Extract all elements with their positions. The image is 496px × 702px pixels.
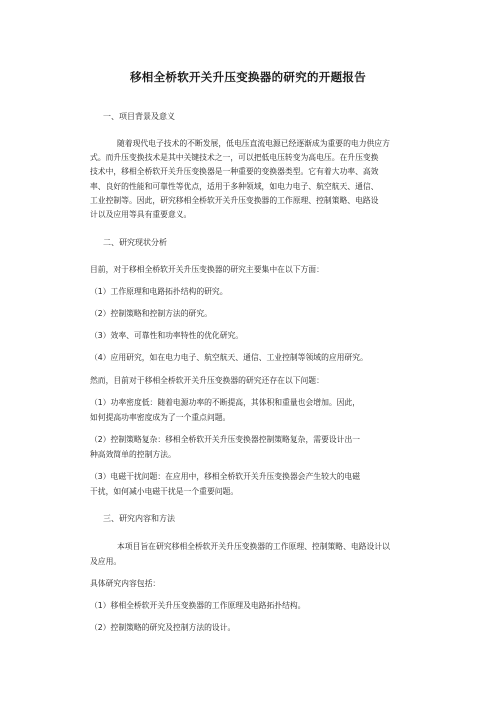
document-title: 移相全桥软开关升压变换器的研究的开题报告 xyxy=(130,70,366,84)
section-2-problem-3-line: （3）电磁干扰问题：在应用中，移相全桥软开关升压变换器会产生较大的电磁 xyxy=(90,472,361,481)
section-1-heading: 一、项目背景及意义 xyxy=(103,112,175,121)
section-3-item: （2）控制策略的研究及控制方法的设计。 xyxy=(90,623,236,632)
section-2-problem-1-line: （1）功率密度低：随着电源功率的不断提高，其体积和重量也会增加。因此， xyxy=(90,398,361,407)
section-2-item: （1）工作原理和电路拓扑结构的研究。 xyxy=(90,287,228,296)
section-3-heading: 三、研究内容和方法 xyxy=(103,514,175,523)
section-1-para-line: 计以及应用等具有重要意义。 xyxy=(90,210,192,219)
section-2-heading: 二、研究现状分析 xyxy=(103,238,167,247)
section-1-para-line: 率、良好的性能和可靠性等优点，适用于多种领域，如电力电子、航空航天、通信、 xyxy=(90,182,379,191)
section-2-problem-2-line: 种高效简单的控制方法。 xyxy=(90,450,176,459)
section-2-intro: 目前，对于移相全桥软开关升压变换器的研究主要集中在以下方面： xyxy=(90,265,324,274)
section-2-item: （2）控制策略和控制方法的研究。 xyxy=(90,309,212,318)
section-2-item: （3）效率、可靠性和功率特性的优化研究。 xyxy=(90,331,244,340)
section-1-para-line: 式。而升压变换技术是其中关键技术之一，可以把低电压转变为高电压。在升压变换 xyxy=(90,153,379,162)
section-2-problem-2-line: （2）控制策略复杂：移相全桥软开关升压变换器控制策略复杂，需要设计出一 xyxy=(90,435,361,444)
section-2-problem-1-line: 如何提高功率密度成为了一个重点问题。 xyxy=(90,413,231,422)
section-3-content-intro: 具体研究内容包括： xyxy=(90,579,161,588)
section-3-item: （1）移相全桥软开关升压变换器的工作原理及电路拓扑结构。 xyxy=(90,601,306,610)
section-1-para-line: 技术中，移相全桥软开关升压变换器是一种重要的变换器类型。它有着大功率、高效 xyxy=(90,167,379,176)
section-3-para-line: 及应用。 xyxy=(90,557,122,566)
section-1-para-line: 随着现代电子技术的不断发展，低电压直流电源已经逐渐成为重要的电力供应方 xyxy=(117,139,390,148)
section-3-para-line: 本项目旨在研究移相全桥软开关升压变换器的工作原理、控制策略、电路设计以 xyxy=(117,542,390,551)
section-2-problems-intro: 然而，目前对于移相全桥软开关升压变换器的研究还存在以下问题： xyxy=(90,376,324,385)
section-2-problem-3-line: 干扰，如何减小电磁干扰是一个重要问题。 xyxy=(90,487,239,496)
section-1-para-line: 工业控制等。因此，研究移相全桥软开关升压变换器的工作原理、控制策略、电路设 xyxy=(90,196,379,205)
section-2-item: （4）应用研究，如在电力电子、航空航天、通信、工业控制等领域的应用研究。 xyxy=(90,353,368,362)
